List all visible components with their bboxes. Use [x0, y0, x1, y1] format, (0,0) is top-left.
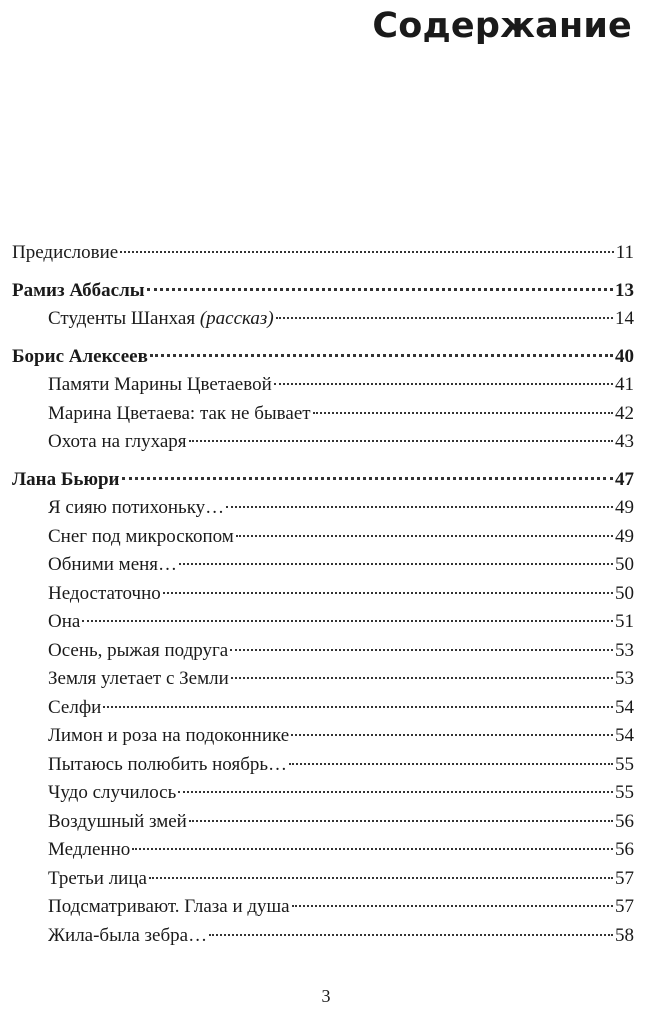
- toc-entry-title: Подсматривают. Глаза и душа: [48, 896, 290, 917]
- toc-entry-title: Марина Цветаева: так не бывает: [48, 402, 311, 424]
- dot-leader: [189, 440, 613, 442]
- toc-entry[interactable]: [12, 371, 634, 400]
- toc-entry-page: 54: [615, 725, 634, 746]
- dot-leader: [226, 506, 613, 508]
- toc-entry-title: Предисловие: [12, 242, 119, 263]
- page-number: 3: [321, 986, 331, 1006]
- toc-entry-page: 54: [615, 696, 634, 718]
- table-of-contents: [12, 239, 634, 950]
- toc-entry-title: Селфи: [48, 696, 102, 718]
- toc-entry-title: Обними меня…: [48, 554, 178, 575]
- toc-author-name: Рамиз Аббаслы: [12, 279, 145, 301]
- dot-leader: [147, 288, 613, 291]
- toc-entry-page: 41: [615, 374, 634, 395]
- dot-leader: [189, 820, 613, 822]
- toc-entry[interactable]: [12, 428, 634, 457]
- toc-entry-page: 56: [615, 839, 634, 860]
- toc-entry-page: 14: [615, 308, 634, 329]
- toc-entry-page: 57: [615, 896, 634, 917]
- toc-entry[interactable]: [12, 922, 634, 951]
- toc-entry-page: 53: [615, 639, 634, 661]
- toc-entry[interactable]: [12, 580, 634, 609]
- toc-entry-page: 51: [615, 611, 634, 632]
- toc-entry-title: Она: [48, 611, 81, 632]
- toc-entry-title: Лимон и роза на подоконнике: [48, 725, 290, 746]
- dot-leader: [230, 649, 613, 651]
- dot-leader: [231, 677, 613, 679]
- dot-leader: [292, 905, 613, 907]
- dot-leader: [313, 412, 613, 414]
- toc-author-page: 47: [615, 468, 634, 490]
- toc-entry-title: Чудо случилось: [48, 782, 177, 803]
- toc-entry[interactable]: [12, 722, 634, 751]
- dot-leader: [178, 791, 613, 793]
- toc-entry-title: Студенты Шанхая (рассказ): [48, 308, 274, 329]
- dot-leader: [122, 477, 614, 480]
- toc-entry-page: 53: [615, 668, 634, 689]
- toc-entry[interactable]: [12, 523, 634, 552]
- dot-leader: [132, 848, 613, 850]
- toc-entry-page: 49: [615, 497, 634, 518]
- toc-entry-page: 58: [615, 924, 634, 946]
- toc-entry-title: Осень, рыжая подруга: [48, 639, 229, 661]
- dot-leader: [291, 734, 613, 736]
- toc-entry[interactable]: [12, 893, 634, 922]
- toc-entry-page: 56: [615, 810, 634, 832]
- toc-entry-page: 57: [615, 867, 634, 889]
- toc-entry[interactable]: [12, 836, 634, 865]
- toc-author-abbasly[interactable]: [12, 277, 634, 306]
- dot-leader: [120, 251, 613, 253]
- toc-entry-page: 43: [615, 431, 634, 452]
- dot-leader: [82, 620, 613, 622]
- toc-entry-title: Пытаюсь полюбить ноябрь…: [48, 753, 288, 775]
- toc-entry[interactable]: [12, 779, 634, 808]
- toc-entry[interactable]: [12, 400, 634, 429]
- toc-entry-title: Снег под микроскопом: [48, 525, 234, 547]
- toc-author-name: Борис Алексеев: [12, 345, 148, 367]
- page-title: Содержание: [372, 6, 632, 46]
- dot-leader: [179, 563, 613, 565]
- dot-leader: [209, 934, 613, 936]
- toc-entry[interactable]: [12, 751, 634, 780]
- dot-leader: [289, 763, 613, 765]
- toc-entry[interactable]: [12, 808, 634, 837]
- toc-entry[interactable]: [12, 865, 634, 894]
- toc-entry-genre: (рассказ): [199, 308, 274, 329]
- toc-entry-title: Охота на глухаря: [48, 431, 187, 452]
- toc-entry-title: Земля улетает с Земли: [48, 668, 229, 689]
- dot-leader: [236, 535, 613, 537]
- toc-entry[interactable]: [12, 665, 634, 694]
- toc-entry-page: 49: [615, 525, 634, 547]
- toc-entry[interactable]: [12, 551, 634, 580]
- toc-entry-page: 42: [615, 402, 634, 424]
- toc-entry-title: Недостаточно: [48, 582, 161, 604]
- dot-leader: [163, 592, 613, 594]
- dot-leader: [150, 354, 613, 357]
- dot-leader: [149, 877, 613, 879]
- toc-entry-page: 50: [615, 554, 634, 575]
- toc-entry-page: 55: [615, 782, 634, 803]
- toc-entry-title: Воздушный змей: [48, 810, 187, 832]
- dot-leader: [274, 383, 613, 385]
- toc-author-byuri[interactable]: [12, 466, 634, 495]
- toc-author-page: 40: [615, 345, 634, 367]
- toc-entry[interactable]: [12, 305, 634, 334]
- toc-entry-page: 55: [615, 753, 634, 775]
- toc-entry[interactable]: [12, 694, 634, 723]
- toc-author-page: 13: [615, 279, 634, 301]
- dot-leader: [103, 706, 613, 708]
- toc-entry-title: Памяти Марины Цветаевой: [48, 374, 272, 395]
- toc-entry[interactable]: [12, 494, 634, 523]
- toc-entry-title: Третьи лица: [48, 867, 147, 889]
- toc-author-name: Лана Бьюри: [12, 468, 120, 490]
- toc-entry[interactable]: [12, 608, 634, 637]
- dot-leader: [276, 317, 613, 319]
- toc-entry-preface[interactable]: [12, 239, 634, 268]
- toc-entry-title: Я сияю потихоньку…: [48, 497, 225, 518]
- toc-entry-title: Медленно: [48, 839, 131, 860]
- toc-entry-page: 11: [615, 242, 634, 263]
- toc-entry-page: 50: [615, 582, 634, 604]
- toc-author-alekseev[interactable]: [12, 343, 634, 372]
- toc-entry[interactable]: [12, 637, 634, 666]
- toc-entry-title: Жила-была зебра…: [48, 924, 208, 946]
